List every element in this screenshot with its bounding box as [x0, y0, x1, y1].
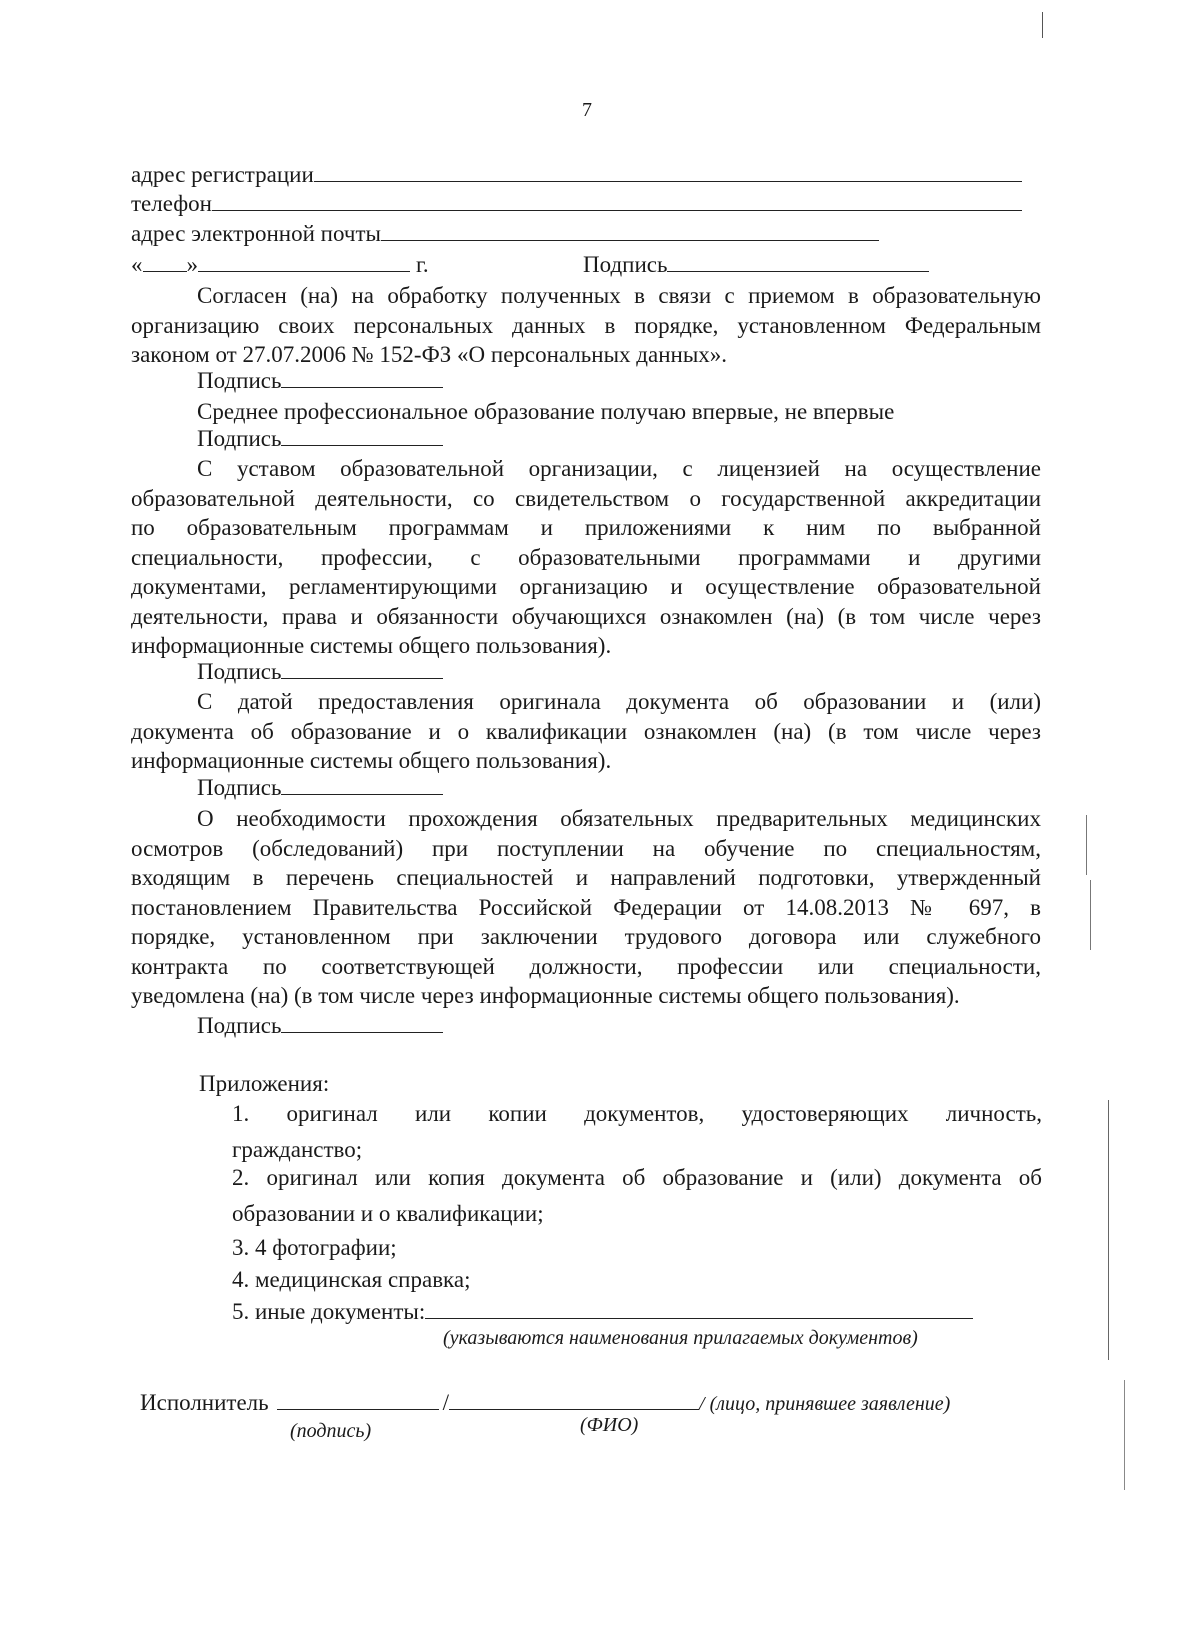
paragraph-line: информационные системы общего пользования).: [131, 633, 612, 658]
paragraph-line: постановлением Правительства Российской Федерации от 14.08.2013 № 697, в: [131, 894, 1041, 920]
signature-line[interactable]: [667, 251, 929, 272]
executor-signature-hint: (подпись): [290, 1420, 372, 1442]
appendix-line: образовании и о квалификации;: [232, 1201, 544, 1226]
paragraph-line: порядке, установленном при заключении трудового договора или служебного: [131, 924, 1041, 949]
appendix-line: 2. оригинал или копия документа об образование и (или) документа об: [232, 1165, 1042, 1190]
signature-label: Подпись: [197, 659, 282, 684]
paragraph-line: контракта по соответствующей должности, профессии или специальности,: [131, 953, 1041, 979]
paragraph-line: информационные системы общего пользования).: [131, 748, 612, 773]
signature-line[interactable]: [281, 1012, 443, 1033]
medical-signature: [197, 1011, 443, 1040]
date-field: [131, 250, 429, 279]
spo-statement: Среднее профессиональное образование получаю впервые, не впервые: [197, 399, 895, 424]
appendix-item-5-hint: (указываются наименования прилагаемых документов): [443, 1327, 918, 1349]
charter-paragraph: [131, 454, 1041, 661]
phone-line[interactable]: [212, 190, 1022, 211]
phone-label: телефон: [131, 191, 212, 216]
date-close-quote: »: [186, 252, 198, 277]
date-open-quote: «: [131, 252, 143, 277]
paragraph-line: по образовательным программам и приложениями к ним по выбранной: [131, 515, 1041, 540]
executor-row: [140, 1388, 950, 1419]
executor-slash: /: [442, 1390, 450, 1415]
page-number: 7: [582, 99, 592, 121]
signature-label: Подпись: [197, 368, 282, 393]
executor-signature-line[interactable]: [277, 1389, 439, 1410]
registration-address-label: адрес регистрации: [131, 162, 314, 187]
scan-edge-mark: [1124, 1380, 1125, 1490]
charter-signature: [197, 657, 443, 686]
paragraph-line: деятельности, права и обязанности обучающихся ознакомлен (на) (в том числе через: [131, 603, 1041, 629]
consent-signature: [197, 366, 443, 395]
email-field: [131, 219, 879, 248]
scan-edge-mark: [1108, 1100, 1109, 1360]
appendix-item-2: [232, 1160, 1042, 1232]
original-date-signature: [197, 773, 443, 802]
signature-label: Подпись: [197, 426, 282, 451]
appendix-item-5: [232, 1297, 973, 1326]
scan-edge-mark: [1042, 12, 1043, 38]
date-month-year-line[interactable]: [198, 251, 410, 272]
signature-line[interactable]: [281, 425, 443, 446]
signature-label: Подпись: [583, 252, 668, 277]
paragraph-line: организацию своих персональных данных в порядке, установленном Федеральным: [131, 312, 1041, 338]
executor-role-note: / (лицо, принявшее заявление): [699, 1393, 951, 1415]
registration-address-line[interactable]: [314, 161, 1022, 182]
phone-field: [131, 189, 1022, 218]
paragraph-line: С уставом образовательной организации, с лицензией на осуществление: [197, 456, 1041, 481]
appendix-item-4: 4. медицинская справка;: [232, 1267, 471, 1292]
other-documents-line[interactable]: [425, 1298, 973, 1319]
email-line[interactable]: [381, 220, 879, 241]
date-day-line[interactable]: [143, 251, 187, 272]
consent-paragraph: [131, 281, 1041, 370]
signature-label: Подпись: [197, 775, 282, 800]
signature-line[interactable]: [281, 367, 443, 388]
signature-label: Подпись: [197, 1013, 282, 1038]
appendix-line: 1. оригинал или копии документов, удостоверяющих личность,: [232, 1101, 1042, 1126]
registration-address-field: [131, 160, 1022, 189]
executor-label: Исполнитель: [140, 1390, 269, 1415]
paragraph-line: документами, регламентирующими организацию и осуществление образовательной: [131, 574, 1041, 599]
appendix-item-1: [232, 1096, 1042, 1168]
paragraph-line: О необходимости прохождения обязательных предварительных медицинских: [197, 806, 1041, 831]
year-suffix: г.: [416, 252, 429, 277]
email-label: адрес электронной почты: [131, 221, 381, 246]
medical-paragraph: [131, 804, 1041, 1011]
original-date-paragraph: [131, 687, 1041, 776]
paragraph-line: осмотров (обследований) при поступлении на обучение по специальностям,: [131, 835, 1041, 861]
appendix-item-5-label: 5. иные документы:: [232, 1299, 426, 1324]
paragraph-line: С датой предоставления оригинала документа об образовании и (или): [197, 689, 1041, 714]
scan-edge-mark: [1090, 880, 1091, 950]
paragraph-line: уведомлена (на) (в том числе через информационные системы общего пользования).: [131, 983, 960, 1008]
executor-fio-line[interactable]: [449, 1389, 699, 1410]
paragraph-line: документа об образование и о квалификации ознакомлен (на) (в том числе через: [131, 718, 1041, 744]
signature-line[interactable]: [281, 774, 443, 795]
scan-edge-mark: [1086, 815, 1087, 875]
paragraph-line: Согласен (на) на обработку полученных в связи с приемом в образовательную: [197, 283, 1041, 308]
signature-line[interactable]: [281, 658, 443, 679]
appendix-item-3: 3. 4 фотографии;: [232, 1235, 397, 1260]
appendices-title: Приложения:: [199, 1071, 330, 1096]
appendix-line: гражданство;: [232, 1137, 363, 1162]
executor-fio-hint: (ФИО): [580, 1414, 639, 1436]
paragraph-line: законом от 27.07.2006 № 152-ФЗ «О персональных данных».: [131, 342, 728, 367]
signature-field: [583, 250, 929, 279]
paragraph-line: образовательной деятельности, со свидетельством о государственной аккредитации: [131, 485, 1041, 511]
paragraph-line: входящим в перечень специальностей и направлений подготовки, утвержденный: [131, 865, 1041, 890]
paragraph-line: специальности, профессии, с образовательными программами и другими: [131, 544, 1041, 570]
spo-signature: [197, 424, 443, 453]
